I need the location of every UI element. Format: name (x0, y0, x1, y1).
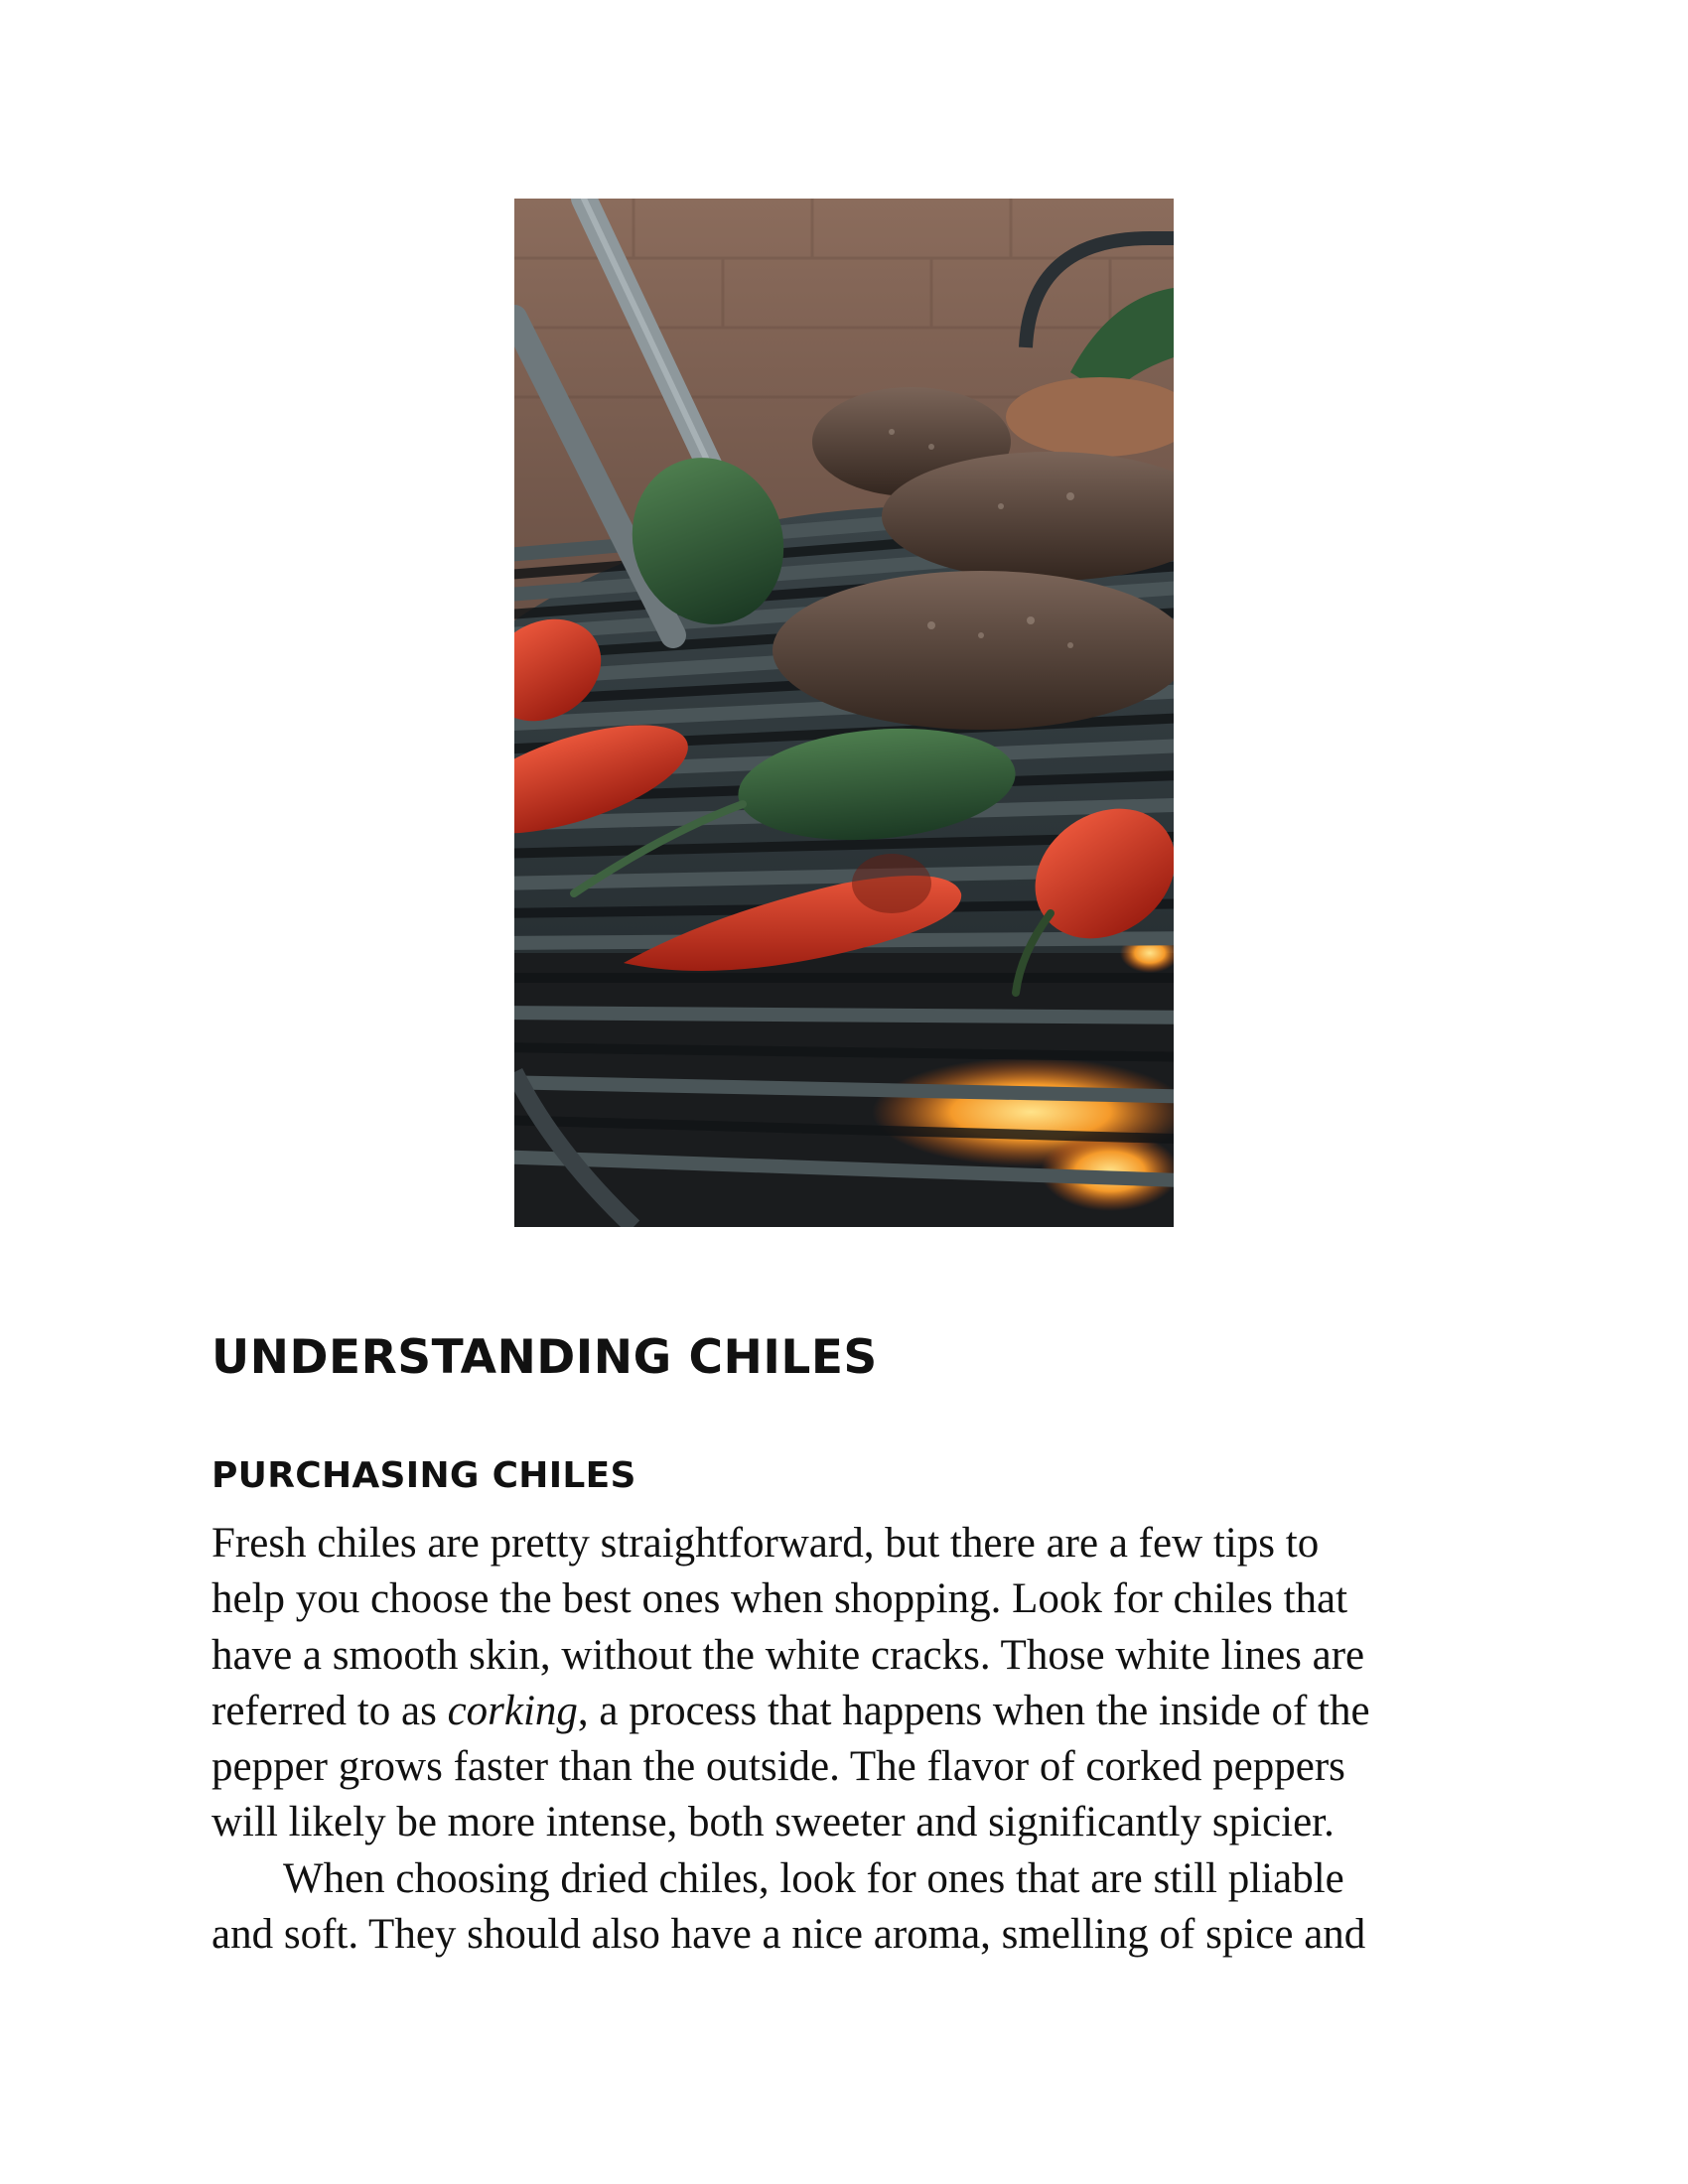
section-heading: UNDERSTANDING CHILES (211, 1330, 878, 1385)
italic-term: corking (447, 1687, 578, 1734)
body-text (211, 1516, 1502, 1963)
paragraph-line: Fresh chiles are pretty straightforward, but there are a few tips to (211, 1520, 1320, 1567)
paragraph-text: referred to as (211, 1687, 448, 1734)
paragraph-line: When choosing dried chiles, look for ones that are still pliable (283, 1854, 1344, 1902)
paragraph-line: and soft. They should also have a nice aroma, smelling of spice and (211, 1911, 1366, 1959)
paragraph-line: help you choose the best ones when shopping. Look for chiles that (211, 1575, 1348, 1623)
paragraph-line: will likely be more intense, both sweeter and significantly spicier. (211, 1799, 1335, 1846)
paragraph-line: have a smooth skin, without the white cracks. Those white lines are (211, 1631, 1365, 1679)
grill-photo-icon (514, 199, 1174, 1227)
section-subheading: PURCHASING CHILES (211, 1455, 636, 1496)
paragraph-line (211, 1684, 1502, 1739)
paragraph-text: , a process that happens when the inside of the (577, 1687, 1370, 1734)
grill-photo (514, 199, 1174, 1227)
paragraph-line: pepper grows faster than the outside. The flavor of corked peppers (211, 1743, 1345, 1791)
